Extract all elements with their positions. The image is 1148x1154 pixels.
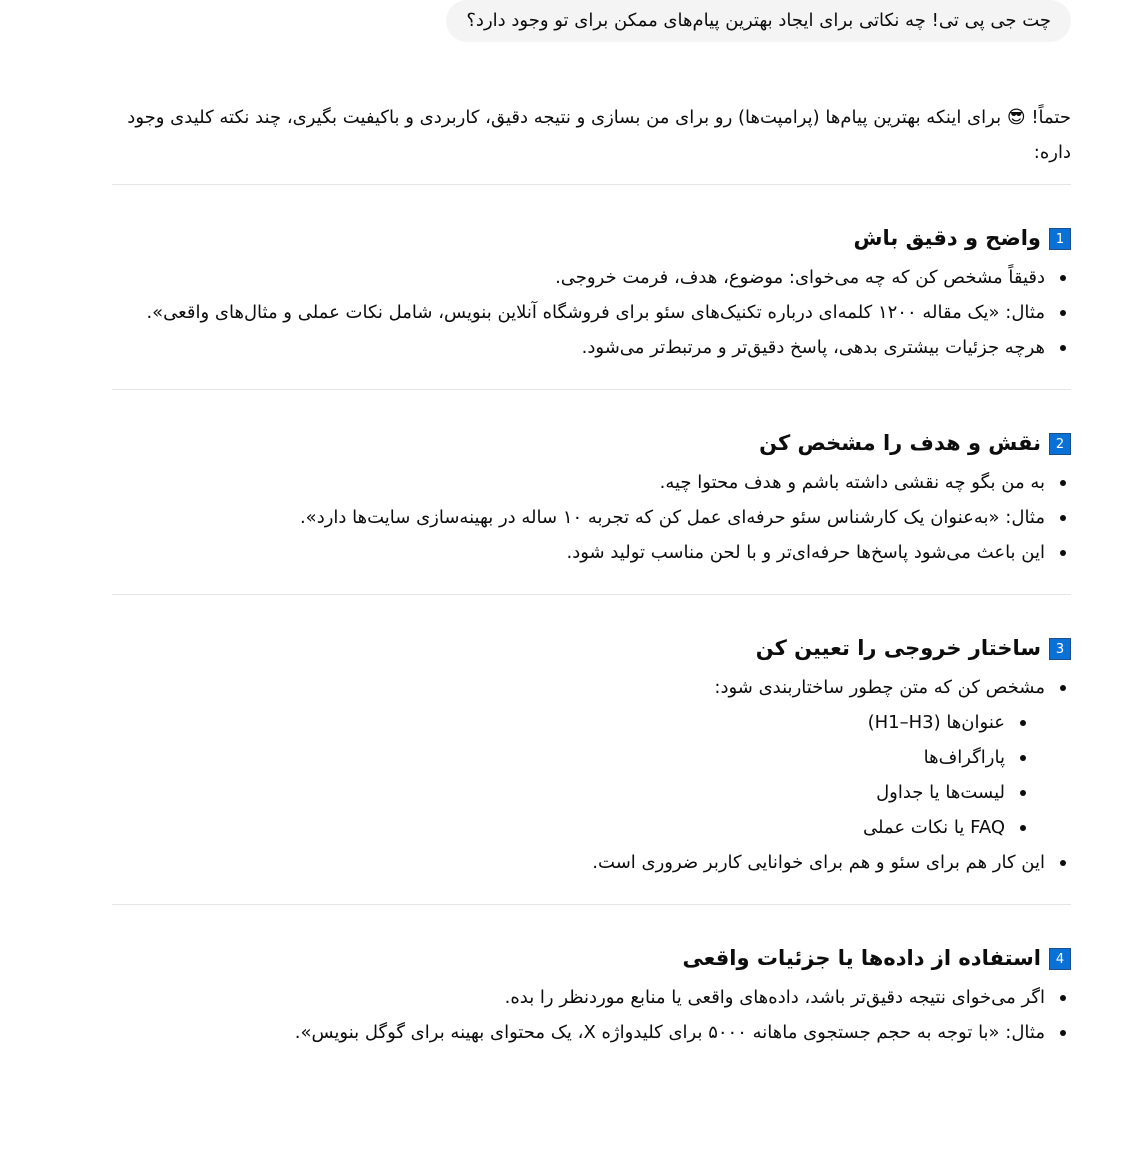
sub-bullet-list xyxy=(112,705,1045,845)
section-4 xyxy=(112,905,1071,1074)
number-badge-icon: 1 xyxy=(1049,228,1071,250)
section-title: ساختار خروجی را تعیین کن xyxy=(755,636,1041,660)
section-heading xyxy=(112,426,1071,461)
section-heading xyxy=(112,631,1071,666)
list-item xyxy=(112,670,1045,845)
sub-list-item: عنوان‌ها (H1–H3) xyxy=(112,705,1005,740)
section-1 xyxy=(112,185,1071,389)
sunglasses-emoji-icon: 😎 xyxy=(1006,107,1026,128)
section-heading xyxy=(112,221,1071,256)
chat-thread xyxy=(112,0,1071,1074)
sub-list-item: لیست‌ها یا جداول xyxy=(112,775,1005,810)
assistant-intro xyxy=(112,100,1071,170)
list-item: این باعث می‌شود پاسخ‌ها حرفه‌ای‌تر و با لحن مناسب تولید شود. xyxy=(112,535,1045,570)
number-badge-icon: 2 xyxy=(1049,433,1071,455)
list-item-text: مشخص کن که متن چطور ساختاربندی شود: xyxy=(714,677,1045,698)
section-title: استفاده از داده‌ها یا جزئیات واقعی xyxy=(682,946,1041,970)
section-title: نقش و هدف را مشخص کن xyxy=(759,431,1041,455)
bullet-list xyxy=(112,465,1071,570)
bullet-list xyxy=(112,670,1071,880)
bullet-list xyxy=(112,260,1071,365)
section-2 xyxy=(112,390,1071,594)
list-item: مثال: «به‌عنوان یک کارشناس سئو حرفه‌ای عمل کن که تجربه ۱۰ ساله در بهینه‌سازی سایت‌ها دارد». xyxy=(112,500,1045,535)
list-item: اگر می‌خوای نتیجه دقیق‌تر باشد، داده‌های واقعی یا منابع موردنظر را بده. xyxy=(112,980,1045,1015)
intro-text-start: حتماً! xyxy=(1031,107,1071,128)
list-item: مثال: «با توجه به حجم جستجوی ماهانه ۵۰۰۰ برای کلیدواژه X، یک محتوای بهینه برای گوگل بنویس». xyxy=(112,1015,1045,1050)
sub-list-item: FAQ یا نکات عملی xyxy=(112,810,1005,845)
list-item: این کار هم برای سئو و هم برای خوانایی کاربر ضروری است. xyxy=(112,845,1045,880)
user-message-bubble: چت جی پی تی! چه نکاتی برای ایجاد بهترین پیام‌های ممکن برای تو وجود دارد؟ xyxy=(446,0,1071,42)
intro-text-rest: برای اینکه بهترین پیام‌ها (پرامپت‌ها) رو برای من بسازی و نتیجه دقیق، کاربردی و باکیفیت بگیری، چند نکته کلیدی وجود داره: xyxy=(127,107,1071,163)
user-message-row xyxy=(112,0,1071,42)
bullet-list xyxy=(112,980,1071,1050)
list-item: دقیقاً مشخص کن که چه می‌خوای: موضوع، هدف، فرمت خروجی. xyxy=(112,260,1045,295)
section-title: واضح و دقیق باش xyxy=(853,226,1041,250)
number-badge-icon: 3 xyxy=(1049,638,1071,660)
number-badge-icon: 4 xyxy=(1049,948,1071,970)
list-item: به من بگو چه نقشی داشته باشم و هدف محتوا چیه. xyxy=(112,465,1045,500)
section-3 xyxy=(112,595,1071,904)
section-heading xyxy=(112,941,1071,976)
list-item: مثال: «یک مقاله ۱۲۰۰ کلمه‌ای درباره تکنیک‌های سئو برای فروشگاه آنلاین بنویس، شامل نکات عملی و مثال‌های واقعی». xyxy=(112,295,1045,330)
sub-list-item: پاراگراف‌ها xyxy=(112,740,1005,775)
list-item: هرچه جزئیات بیشتری بدهی، پاسخ دقیق‌تر و مرتبط‌تر می‌شود. xyxy=(112,330,1045,365)
